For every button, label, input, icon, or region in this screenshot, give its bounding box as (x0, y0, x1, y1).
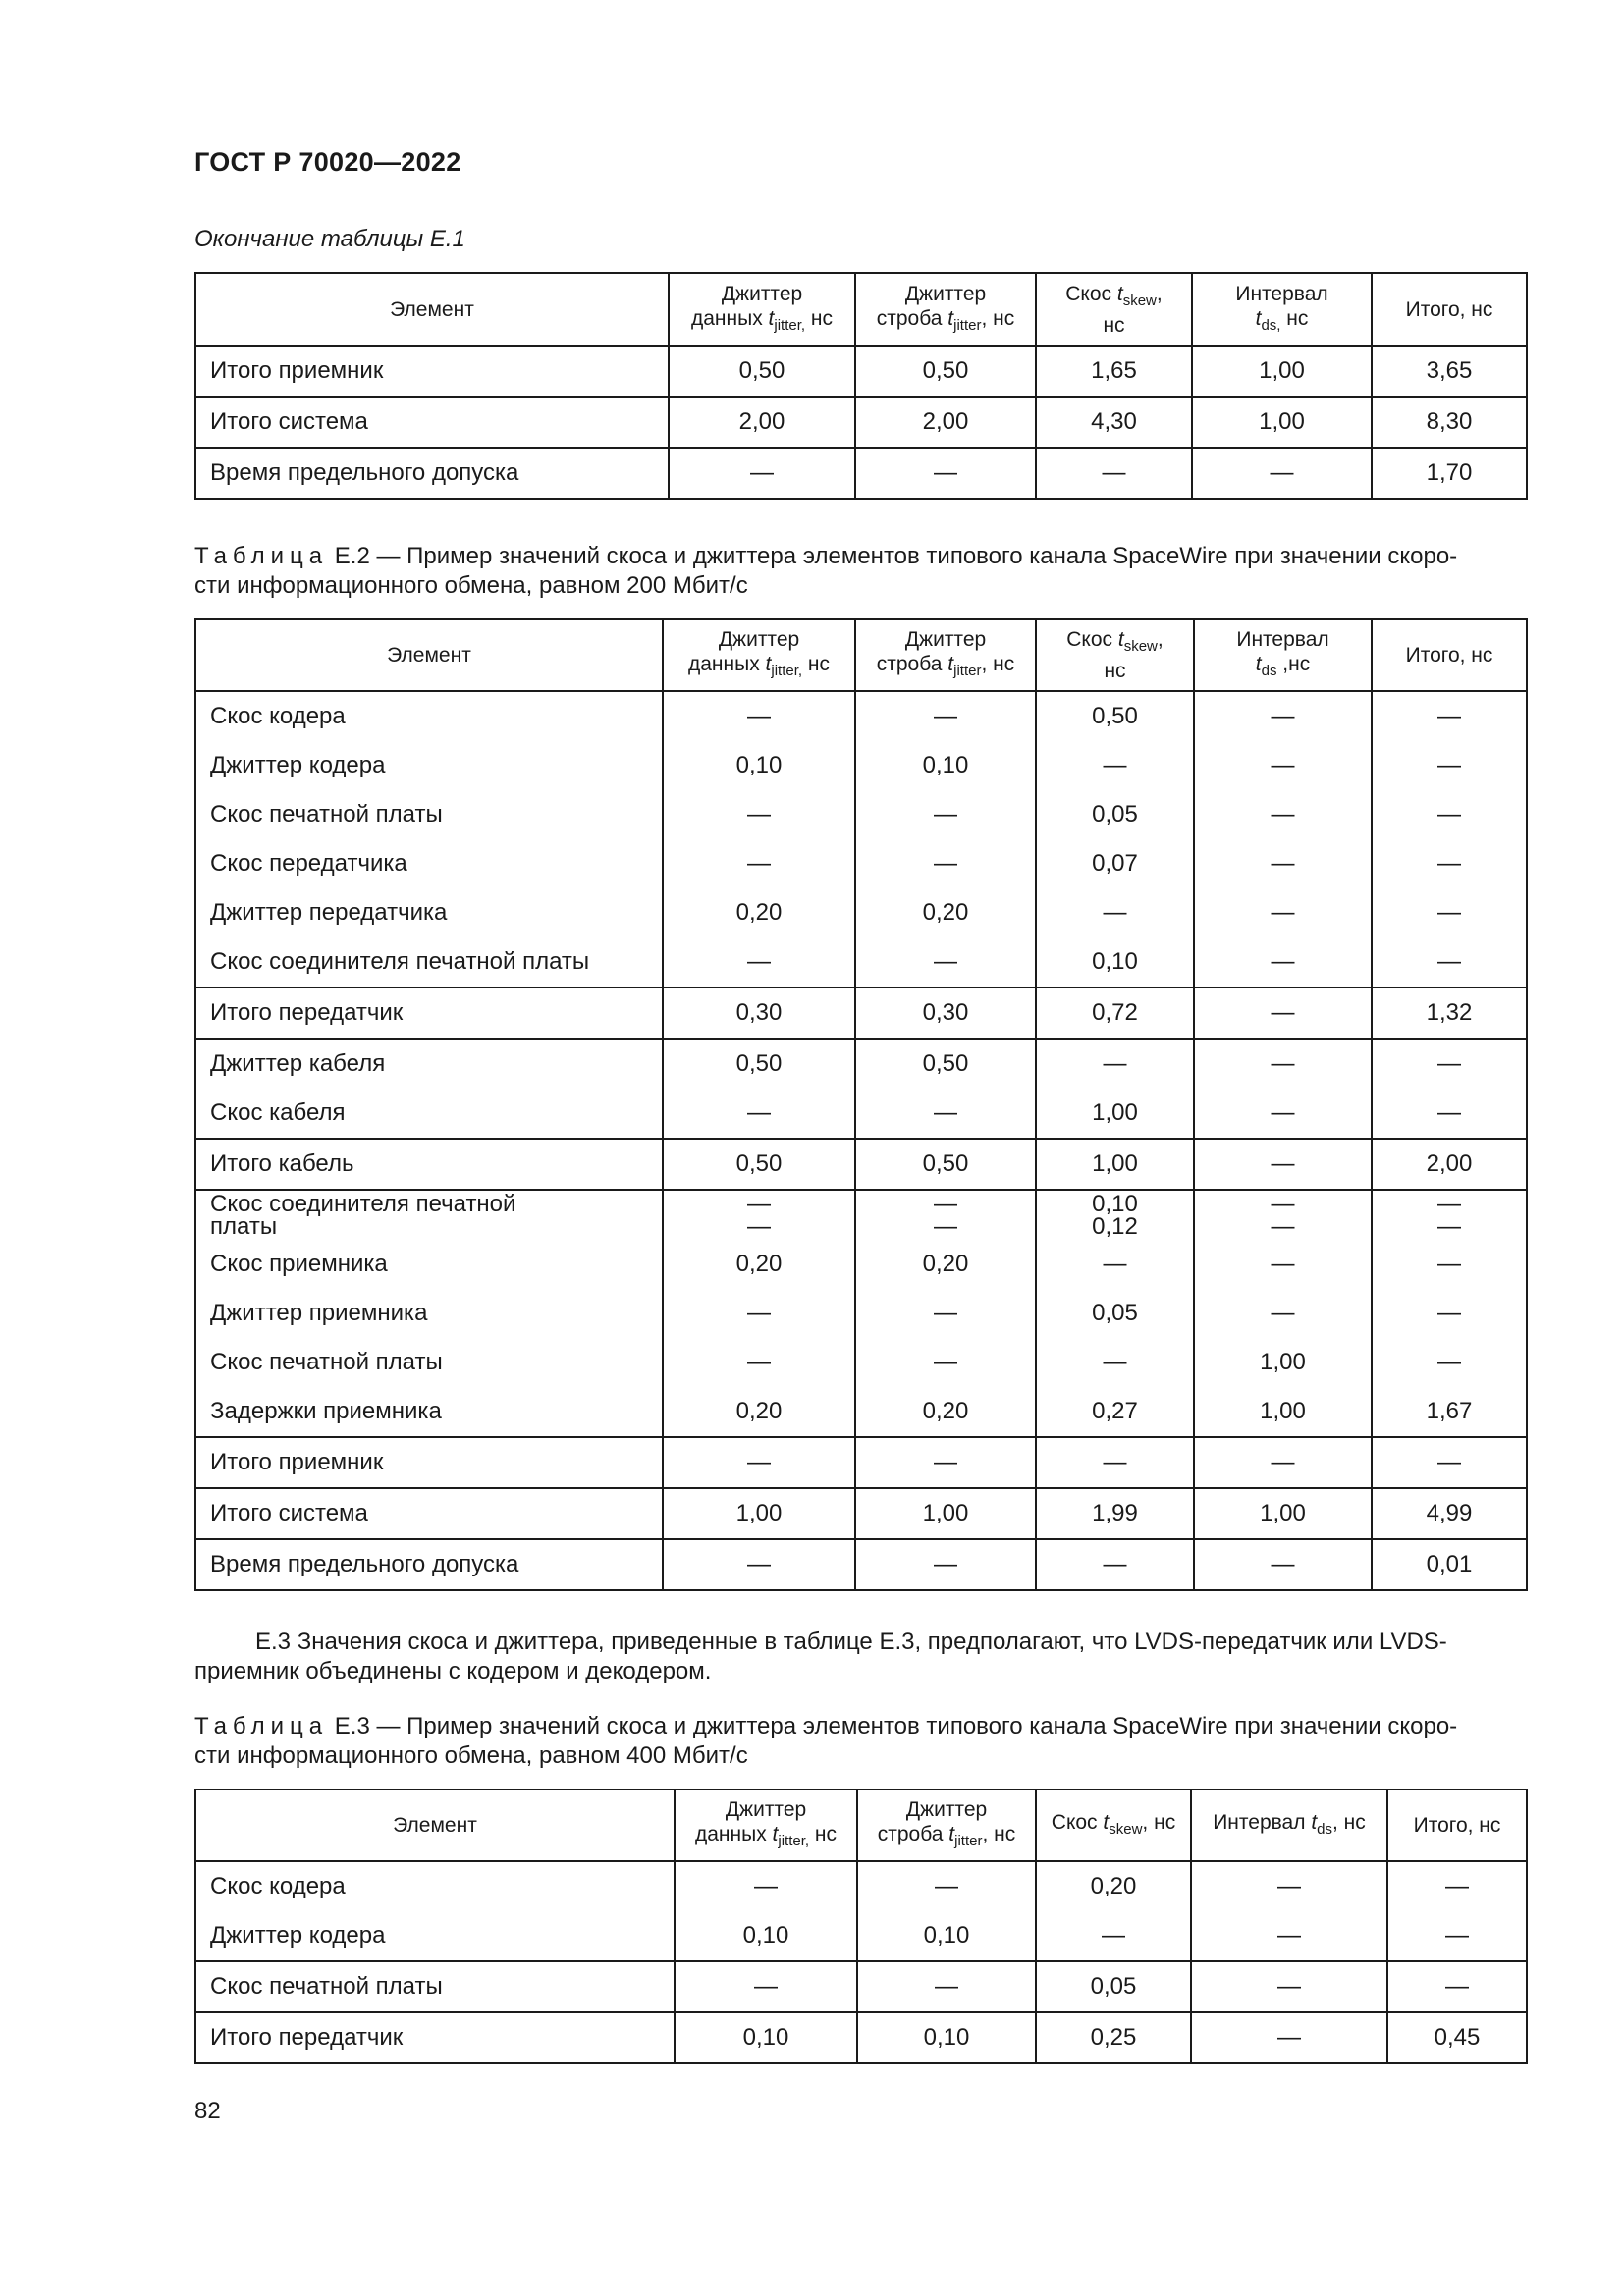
row-label-cell (195, 1488, 663, 1539)
table-e2 (194, 618, 1528, 1591)
cell-value: — (1437, 703, 1461, 729)
cell-value: 0,20 (735, 1251, 783, 1277)
cell-value: — (934, 1300, 957, 1326)
row-label: Джиттер передатчика (210, 899, 448, 926)
row-label-cell (195, 397, 669, 448)
row-label-cell (195, 2012, 675, 2063)
cell-value: 4,99 (1426, 1500, 1473, 1526)
value-cell (1372, 1437, 1527, 1488)
table-row (195, 1539, 1527, 1590)
cell-value: — (1102, 459, 1126, 486)
cell-value: — (1271, 1449, 1295, 1475)
value-cell (1036, 1488, 1194, 1539)
row-label-cell (195, 1039, 663, 1139)
cell-value: — (934, 1099, 957, 1126)
cell-value: 1,00 (922, 1500, 969, 1526)
cell-value: — (1271, 703, 1295, 729)
value-cell (1192, 346, 1372, 397)
cell-value: 0,20 (922, 1398, 969, 1424)
cell-value: — (1102, 1922, 1125, 1949)
row-label: Время предельного допуска (210, 1551, 519, 1577)
cell-value: 1,70 (1426, 459, 1473, 486)
value-cell (1036, 1039, 1194, 1139)
row-label-cell (195, 1139, 663, 1190)
row-label-cell (195, 346, 669, 397)
row-label: Скос печатной платы (210, 1349, 443, 1375)
cell-value: — (1271, 1191, 1295, 1217)
table-row (195, 397, 1527, 448)
cell-value: — (1437, 801, 1461, 828)
cell-value: — (1271, 1213, 1295, 1240)
cell-value: 1,00 (1092, 1150, 1138, 1177)
row-label: Скос соединителя печатной (210, 1191, 516, 1217)
cell-value: — (1445, 1873, 1469, 1899)
cell-value: — (1271, 1099, 1295, 1126)
table-e2-caption: Таблица Е.2 — Пример значений скоса и джиттера элементов типового канала SpaceWire при значении скоро- сти информационного обмена, равном 200 Мбит/с (194, 543, 1458, 599)
value-cell (855, 397, 1036, 448)
row-label-cell (195, 691, 663, 988)
cell-value: 0,10 (1092, 948, 1138, 975)
value-cell (1036, 346, 1192, 397)
table-e3-caption: Таблица Е.3 — Пример значений скоса и джиттера элементов типового канала SpaceWire при значении скоро- сти информационного обмена, равном 400 Мбит/с (194, 1713, 1458, 1769)
value-cell (1191, 1961, 1387, 2012)
cell-value: — (747, 948, 771, 975)
cell-value: — (934, 703, 957, 729)
paragraph-e3: Е.3 Значения скоса и джиттера, приведенные в таблице Е.3, предполагают, что LVDS-передатчик или LVDS- приемник объединены с кодером и декодером. (194, 1629, 1447, 1684)
cell-value: — (1437, 1050, 1461, 1077)
cell-value: — (934, 1191, 957, 1217)
column-header-skew: Скос $t_{skew}$, нс (1036, 619, 1194, 691)
row-label: Итого система (210, 1500, 368, 1526)
cell-value: 0,50 (922, 1150, 969, 1177)
cell-value: 0,05 (1092, 801, 1138, 828)
cell-value: 0,45 (1434, 2024, 1481, 2051)
value-cell (1192, 397, 1372, 448)
cell-value: — (934, 1349, 957, 1375)
cell-value: 0,50 (735, 1150, 783, 1177)
value-cell (855, 1039, 1036, 1139)
cell-value: — (1437, 850, 1461, 877)
column-header-skew: Скос $t_{skew}$, нс (1036, 1789, 1191, 1861)
cell-value: 1,00 (1259, 357, 1305, 384)
row-label: Джиттер кодера (210, 1922, 386, 1949)
column-header-interval: Интервал $t_{ds}$ ,нс (1194, 619, 1372, 691)
table-row (195, 1437, 1527, 1488)
cell-value: 0,10 (922, 752, 969, 778)
value-cell (1194, 1488, 1372, 1539)
cell-value: — (935, 1873, 958, 1899)
table-e3 (194, 1789, 1528, 2064)
value-cell (855, 1488, 1036, 1539)
column-header-element: Элемент (195, 619, 663, 691)
column-header-total: Итого, нс (1387, 1789, 1527, 1861)
table-row (195, 1961, 1527, 2012)
cell-value: 1,00 (1259, 408, 1305, 435)
value-cell (1036, 2012, 1191, 2063)
cell-value: 0,10 (742, 1922, 789, 1949)
value-cell (675, 1861, 857, 1961)
column-header-element: Элемент (195, 273, 669, 346)
value-cell (1036, 691, 1194, 988)
cell-value: — (934, 1213, 957, 1240)
row-label: платы (210, 1213, 278, 1240)
cell-value: 0,10 (923, 2024, 970, 2051)
cell-value: 0,05 (1092, 1300, 1138, 1326)
cell-value: — (1437, 1349, 1461, 1375)
cell-value: — (747, 1449, 771, 1475)
value-cell (1194, 1039, 1372, 1139)
cell-value: — (1437, 752, 1461, 778)
row-label: Итого передатчик (210, 2024, 404, 2051)
row-label: Скос печатной платы (210, 801, 443, 828)
cell-value: — (1437, 948, 1461, 975)
cell-value: 0,20 (922, 1251, 969, 1277)
cell-value: — (1437, 1251, 1461, 1277)
document-standard-id: ГОСТ Р 70020—2022 (194, 147, 461, 177)
value-cell (663, 1437, 855, 1488)
value-cell (1192, 448, 1372, 499)
cell-value: — (750, 459, 774, 486)
value-cell (1036, 448, 1192, 499)
cell-value: 0,12 (1092, 1213, 1138, 1240)
cell-value: — (747, 1099, 771, 1126)
cell-value: — (747, 1300, 771, 1326)
value-cell (675, 2012, 857, 2063)
value-cell (1372, 346, 1527, 397)
value-cell (1194, 1139, 1372, 1190)
cell-value: 0,01 (1426, 1551, 1473, 1577)
cell-value: 1,00 (1260, 1349, 1306, 1375)
column-header-total: Итого, нс (1372, 619, 1527, 691)
row-label: Скос соединителя печатной платы (210, 948, 590, 975)
cell-value: 0,10 (735, 752, 783, 778)
row-label-cell (195, 988, 663, 1039)
cell-value: 8,30 (1426, 408, 1473, 435)
cell-value: 0,20 (1090, 1873, 1137, 1899)
cell-value: 2,00 (922, 408, 969, 435)
cell-value: — (754, 1973, 778, 2000)
cell-value: 1,00 (1092, 1099, 1138, 1126)
value-cell (1036, 1139, 1194, 1190)
cell-value: — (1271, 899, 1295, 926)
cell-value: — (747, 801, 771, 828)
column-header-skew: Скос $t_{skew}$, нс (1036, 273, 1192, 346)
cell-value: — (1437, 1449, 1461, 1475)
table-row (195, 346, 1527, 397)
table-row (195, 1139, 1527, 1190)
row-label-cell (195, 448, 669, 499)
table-continuation-label: Окончание таблицы Е.1 (194, 226, 465, 252)
cell-value: 3,65 (1426, 357, 1473, 384)
table-row (195, 1861, 1527, 1961)
row-label: Время предельного допуска (210, 459, 519, 486)
cell-value: 0,30 (922, 999, 969, 1026)
cell-value: — (1445, 1973, 1469, 2000)
value-cell (1372, 1190, 1527, 1437)
value-cell (675, 1961, 857, 2012)
value-cell (1036, 1961, 1191, 2012)
cell-value: 0,50 (738, 357, 785, 384)
cell-value: — (747, 850, 771, 877)
cell-value: — (1277, 2024, 1301, 2051)
value-cell (1387, 1961, 1527, 2012)
value-cell (1372, 397, 1527, 448)
cell-value: — (1271, 801, 1295, 828)
value-cell (1387, 2012, 1527, 2063)
table-row (195, 1039, 1527, 1139)
column-header-element: Элемент (195, 1789, 675, 1861)
cell-value: 0,20 (735, 899, 783, 926)
row-label: Скос печатной платы (210, 1973, 443, 2000)
column-header-data-jitter: Джиттер данных $t_{jitter,}$ нс (669, 273, 855, 346)
cell-value: 0,10 (742, 2024, 789, 2051)
value-cell (1372, 1488, 1527, 1539)
row-label-cell (195, 1861, 675, 1961)
cell-value: 1,99 (1092, 1500, 1138, 1526)
cell-value: — (934, 1449, 957, 1475)
cell-value: — (1103, 899, 1127, 926)
column-header-interval: Интервал $t_{ds}$, нс (1191, 1789, 1387, 1861)
value-cell (1191, 1861, 1387, 1961)
row-label: Задержки приемника (210, 1398, 442, 1424)
cell-value: — (1103, 752, 1127, 778)
value-cell (857, 1961, 1036, 2012)
cell-value: — (747, 1349, 771, 1375)
cell-value: 0,50 (922, 357, 969, 384)
value-cell (857, 1861, 1036, 1961)
cell-value: — (1277, 1873, 1301, 1899)
cell-value: 0,50 (1092, 703, 1138, 729)
cell-value: — (1271, 999, 1295, 1026)
value-cell (669, 448, 855, 499)
row-label: Скос кодера (210, 1873, 346, 1899)
value-cell (1036, 1190, 1194, 1437)
value-cell (1036, 1437, 1194, 1488)
value-cell (1194, 1190, 1372, 1437)
cell-value: — (1271, 948, 1295, 975)
value-cell (857, 2012, 1036, 2063)
value-cell (1372, 1039, 1527, 1139)
cell-value: — (1437, 1300, 1461, 1326)
row-label-cell (195, 1190, 663, 1437)
cell-value: 0,25 (1090, 2024, 1137, 2051)
cell-value: 0,27 (1092, 1398, 1138, 1424)
cell-value: 2,00 (1426, 1150, 1473, 1177)
cell-value: — (1437, 1099, 1461, 1126)
value-cell (855, 988, 1036, 1039)
value-cell (855, 1437, 1036, 1488)
value-cell (1372, 1539, 1527, 1590)
row-label: Итого передатчик (210, 999, 404, 1026)
value-cell (663, 691, 855, 988)
column-header-strobe-jitter: Джиттер строба $t_{jitter}$, нс (857, 1789, 1036, 1861)
cell-value: — (747, 703, 771, 729)
value-cell (1194, 1539, 1372, 1590)
row-label-cell (195, 1437, 663, 1488)
row-label: Джиттер кодера (210, 752, 386, 778)
cell-value: — (934, 801, 957, 828)
column-header-total: Итого, нс (1372, 273, 1527, 346)
cell-value: — (1437, 1191, 1461, 1217)
value-cell (855, 1139, 1036, 1190)
cell-value: — (754, 1873, 778, 1899)
cell-value: 1,32 (1426, 999, 1473, 1026)
cell-value: — (1437, 1213, 1461, 1240)
row-label-cell (195, 1539, 663, 1590)
cell-value: — (934, 850, 957, 877)
table-row (195, 988, 1527, 1039)
table-e1 (194, 272, 1528, 500)
cell-value: — (1103, 1551, 1127, 1577)
value-cell (855, 691, 1036, 988)
value-cell (855, 1190, 1036, 1437)
value-cell (1372, 448, 1527, 499)
column-header-data-jitter: Джиттер данных $t_{jitter,}$ нс (663, 619, 855, 691)
column-header-interval: Интервал $t_{ds,}$ нс (1192, 273, 1372, 346)
cell-value: — (934, 1551, 957, 1577)
value-cell (1194, 691, 1372, 988)
cell-value: — (747, 1191, 771, 1217)
row-label: Джиттер кабеля (210, 1050, 386, 1077)
cell-value: 0,07 (1092, 850, 1138, 877)
cell-value: 1,65 (1091, 357, 1137, 384)
cell-value: — (747, 1213, 771, 1240)
cell-value: — (1445, 1922, 1469, 1949)
value-cell (1372, 691, 1527, 988)
cell-value: — (1437, 899, 1461, 926)
value-cell (1387, 1861, 1527, 1961)
value-cell (669, 346, 855, 397)
value-cell (1036, 1539, 1194, 1590)
value-cell (1036, 397, 1192, 448)
value-cell (1372, 1139, 1527, 1190)
cell-value: 0,50 (735, 1050, 783, 1077)
cell-value: — (1271, 752, 1295, 778)
cell-value: 1,67 (1426, 1398, 1473, 1424)
cell-value: — (1277, 1922, 1301, 1949)
cell-value: 0,72 (1092, 999, 1138, 1026)
cell-value: — (1271, 1150, 1295, 1177)
row-label: Итого кабель (210, 1150, 354, 1177)
value-cell (1036, 1861, 1191, 1961)
cell-value: — (1103, 1349, 1127, 1375)
table-row (195, 448, 1527, 499)
value-cell (855, 448, 1036, 499)
cell-value: — (934, 948, 957, 975)
column-header-strobe-jitter: Джиттер строба $t_{jitter}$, нс (855, 273, 1036, 346)
cell-value: — (1103, 1449, 1127, 1475)
row-label: Итого приемник (210, 357, 384, 384)
cell-value: 2,00 (738, 408, 785, 435)
value-cell (663, 1539, 855, 1590)
cell-value: 0,30 (735, 999, 783, 1026)
row-label: Скос приемника (210, 1251, 388, 1277)
table-row (195, 691, 1527, 988)
table-row (195, 1190, 1527, 1437)
row-label: Скос передатчика (210, 850, 407, 877)
cell-value: — (1270, 459, 1294, 486)
value-cell (1036, 988, 1194, 1039)
cell-value: 1,00 (1260, 1500, 1306, 1526)
cell-value: — (1277, 1973, 1301, 2000)
cell-value: — (1103, 1050, 1127, 1077)
value-cell (1194, 988, 1372, 1039)
cell-value: 0,10 (923, 1922, 970, 1949)
cell-value: — (747, 1551, 771, 1577)
row-label: Скос кодера (210, 703, 346, 729)
column-header-strobe-jitter: Джиттер строба $t_{jitter}$, нс (855, 619, 1036, 691)
cell-value: 0,50 (922, 1050, 969, 1077)
value-cell (663, 1488, 855, 1539)
cell-value: — (1271, 1050, 1295, 1077)
value-cell (663, 1190, 855, 1437)
cell-value: 1,00 (735, 1500, 783, 1526)
cell-value: 0,10 (1092, 1191, 1138, 1217)
value-cell (663, 1039, 855, 1139)
page-number: 82 (194, 2098, 221, 2124)
cell-value: — (934, 459, 957, 486)
value-cell (663, 1139, 855, 1190)
cell-value: — (1103, 1251, 1127, 1277)
cell-value: 0,05 (1090, 1973, 1137, 2000)
table-row (195, 1488, 1527, 1539)
row-label: Итого приемник (210, 1449, 384, 1475)
cell-value: 0,20 (735, 1398, 783, 1424)
cell-value: — (1271, 850, 1295, 877)
value-cell (663, 988, 855, 1039)
cell-value: 1,00 (1260, 1398, 1306, 1424)
row-label: Итого система (210, 408, 368, 435)
value-cell (1191, 2012, 1387, 2063)
cell-value: 0,20 (922, 899, 969, 926)
cell-value: — (1271, 1551, 1295, 1577)
cell-value: — (1271, 1300, 1295, 1326)
value-cell (669, 397, 855, 448)
row-label: Джиттер приемника (210, 1300, 428, 1326)
row-label-cell (195, 1961, 675, 2012)
column-header-data-jitter: Джиттер данных $t_{jitter,}$ нс (675, 1789, 857, 1861)
row-label: Скос кабеля (210, 1099, 346, 1126)
table-row (195, 2012, 1527, 2063)
cell-value: — (935, 1973, 958, 2000)
cell-value: 4,30 (1091, 408, 1137, 435)
value-cell (1194, 1437, 1372, 1488)
value-cell (855, 1539, 1036, 1590)
cell-value: — (1271, 1251, 1295, 1277)
value-cell (1372, 988, 1527, 1039)
value-cell (855, 346, 1036, 397)
